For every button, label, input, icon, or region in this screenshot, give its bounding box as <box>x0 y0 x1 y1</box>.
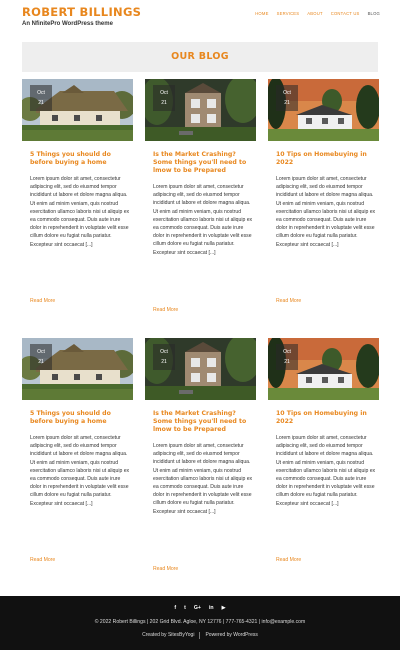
post-title[interactable]: Is the Market Crashing? Some things you'll need to lmow to be Prepared <box>153 410 247 434</box>
read-more-link[interactable]: Read More <box>30 298 56 304</box>
read-more-link[interactable]: Read More <box>153 307 179 313</box>
nav-item-home[interactable]: HOME <box>255 11 269 16</box>
date-badge <box>276 85 298 111</box>
nav-item-about[interactable]: ABOUT <box>307 11 323 16</box>
post-thumbnail-brick-house[interactable] <box>145 338 256 400</box>
site-tagline: An NfinitePro WordPress theme <box>22 21 113 27</box>
post-title[interactable]: 5 Things you should do before buying a home <box>30 410 111 426</box>
post-excerpt: Lorem ipsum dolor sit amet, consectetur adipiscing elit, sed do eiusmod tempor incididunt ut labore et dolore magna aliqua. Ut enim ad minim veniam, quis nostrud exercitation ullamco laboris nisi ut aliquip ex ea commodo consequat. Duis aute irure dolor in reprehenderit in voluptate velit esse cillum dolore eu fugiat nulla pariatur. Excepteur sint occaecat [...] <box>276 176 376 248</box>
date-month: Oct <box>160 349 168 355</box>
site-title[interactable]: ROBERT BILLINGS <box>22 5 142 19</box>
footer-address: © 2022 Robert Billings | 202 Grid Blvd. Agloe, NY 12776 | 777-765-4321 | info@example.com <box>94 619 306 625</box>
post-excerpt: Lorem ipsum dolor sit amet, consectetur adipiscing elit, sed do eiusmod tempor incididunt ut labore et dolore magna aliqua. Ut enim ad minim veniam, quis nostrud exercitation ullamco laboris nisi ut aliquip ex ea commodo consequat. Duis aute irure dolor in reprehenderit in voluptate velit esse cillum dolore eu fugiat nulla pariatur. Excepteur sint occaecat [...] <box>276 435 376 507</box>
nav-item-blog[interactable]: BLOG <box>367 11 380 16</box>
post-title[interactable]: 10 Tips on Homebuying in 2022 <box>276 410 367 426</box>
site-footer <box>0 596 400 650</box>
post-thumbnail-cottage[interactable] <box>22 338 133 400</box>
post-title[interactable]: 10 Tips on Homebuying in 2022 <box>276 151 367 167</box>
post-thumbnail-white-house[interactable] <box>268 79 379 141</box>
twitter-icon[interactable]: t <box>184 605 186 611</box>
nav-item-services[interactable]: SERVICES <box>276 11 300 16</box>
post-title[interactable]: Is the Market Crashing? Some things you'll need to lmow to be Prepared <box>153 151 247 175</box>
date-day: 21 <box>161 100 167 106</box>
date-badge <box>30 85 52 111</box>
read-more-link[interactable]: Read More <box>276 298 302 304</box>
post-excerpt: Lorem ipsum dolor sit amet, consectetur adipiscing elit, sed do eiusmod tempor incididunt ut labore et dolore magna aliqua. Ut enim ad minim veniam, quis nostrud exercitation ullamco laboris nisi ut aliquip ex ea commodo consequat. Duis aute irure dolor in reprehenderit in voluptate velit esse cillum dolore eu fugiat nulla pariatur. Excepteur sint occaecat [...] <box>30 176 130 248</box>
read-more-link[interactable]: Read More <box>153 566 179 572</box>
post-excerpt: Lorem ipsum dolor sit amet, consectetur adipiscing elit, sed do eiusmod tempor incididunt ut labore et dolore magna aliqua. Ut enim ad minim veniam, quis nostrud exercitation ullamco laboris nisi ut aliquip ex ea commodo consequat. Duis aute irure dolor in reprehenderit in voluptate velit esse cillum dolore eu fugiat nulla pariatur. Excepteur sint occaecat [...] <box>153 443 253 515</box>
date-month: Oct <box>283 349 291 355</box>
google-plus-icon[interactable]: G+ <box>193 605 201 611</box>
date-day: 21 <box>38 100 44 106</box>
page-title: OUR BLOG <box>171 51 229 62</box>
post-excerpt: Lorem ipsum dolor sit amet, consectetur adipiscing elit, sed do eiusmod tempor incididunt ut labore et dolore magna aliqua. Ut enim ad minim veniam, quis nostrud exercitation ullamco laboris nisi ut aliquip ex ea commodo consequat. Duis aute irure dolor in reprehenderit in voluptate velit esse cillum dolore eu fugiat nulla pariatur. Excepteur sint occaecat [...] <box>153 184 253 256</box>
date-day: 21 <box>161 359 167 365</box>
date-month: Oct <box>37 90 45 96</box>
date-badge <box>153 344 175 370</box>
powered-by-link[interactable]: Powered by WordPress <box>205 632 258 638</box>
read-more-link[interactable]: Read More <box>276 557 302 563</box>
post-thumbnail-cottage[interactable] <box>22 79 133 141</box>
main-nav <box>255 11 380 16</box>
social-links <box>0 605 400 611</box>
date-month: Oct <box>160 90 168 96</box>
date-badge <box>276 344 298 370</box>
divider <box>199 632 200 639</box>
facebook-icon[interactable]: f <box>174 605 177 611</box>
post-excerpt: Lorem ipsum dolor sit amet, consectetur adipiscing elit, sed do eiusmod tempor incididunt ut labore et dolore magna aliqua. Ut enim ad minim veniam, quis nostrud exercitation ullamco laboris nisi ut aliquip ex ea commodo consequat. Duis aute irure dolor in reprehenderit in voluptate velit esse cillum dolore eu fugiat nulla pariatur. Excepteur sint occaecat [...] <box>30 435 130 507</box>
site-header <box>0 0 400 36</box>
date-day: 21 <box>284 359 290 365</box>
date-day: 21 <box>284 100 290 106</box>
read-more-link[interactable]: Read More <box>30 557 56 563</box>
nav-item-contact-us[interactable]: CONTACT US <box>330 11 360 16</box>
created-by-link[interactable]: Created by SitesByYogi <box>142 632 195 638</box>
post-thumbnail-brick-house[interactable] <box>145 79 256 141</box>
linkedin-icon[interactable]: in <box>208 605 214 611</box>
date-badge <box>30 344 52 370</box>
date-day: 21 <box>38 359 44 365</box>
date-badge <box>153 85 175 111</box>
date-month: Oct <box>283 90 291 96</box>
page-banner <box>22 42 378 72</box>
youtube-icon[interactable]: ▶ <box>221 605 226 611</box>
date-month: Oct <box>37 349 45 355</box>
footer-credit <box>0 632 400 639</box>
post-thumbnail-white-house[interactable] <box>268 338 379 400</box>
post-title[interactable]: 5 Things you should do before buying a home <box>30 151 111 167</box>
